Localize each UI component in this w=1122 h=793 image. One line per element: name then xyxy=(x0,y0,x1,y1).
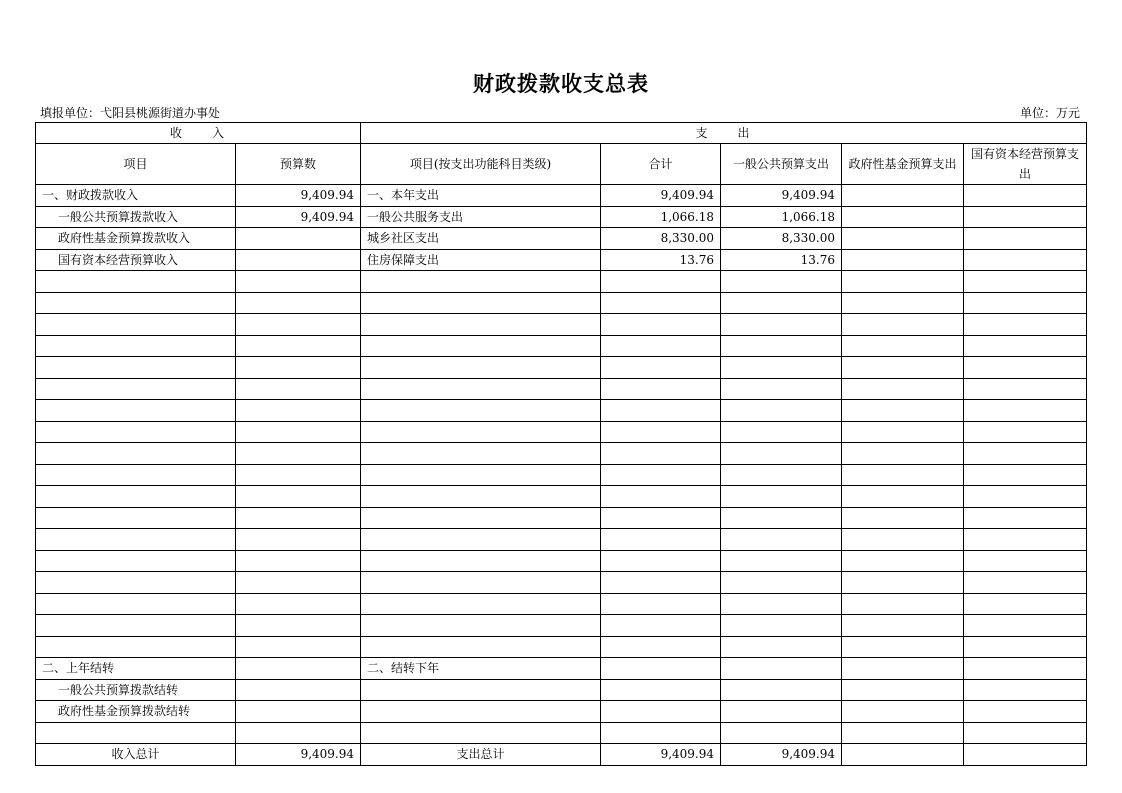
expense-item xyxy=(361,421,601,443)
fund-value xyxy=(842,722,964,744)
blank-row xyxy=(36,572,1087,594)
budget-value xyxy=(236,550,361,572)
general-value xyxy=(721,572,842,594)
expense-item xyxy=(361,464,601,486)
income-item xyxy=(36,507,236,529)
income-item xyxy=(36,292,236,314)
fund-value xyxy=(842,636,964,658)
state-capital-value xyxy=(964,701,1087,723)
state-capital-value xyxy=(964,636,1087,658)
header-fund: 政府性基金预算支出 xyxy=(842,144,964,185)
income-item xyxy=(36,271,236,293)
expense-item: 一般公共服务支出 xyxy=(361,206,601,228)
total-value xyxy=(601,636,721,658)
blank-row xyxy=(36,335,1087,357)
income-item xyxy=(36,421,236,443)
expense-total-value: 9,409.94 xyxy=(601,744,721,766)
blank-row xyxy=(36,378,1087,400)
fund-value xyxy=(842,701,964,723)
budget-value xyxy=(236,314,361,336)
state-capital-value xyxy=(964,443,1087,465)
budget-value xyxy=(236,400,361,422)
total-value xyxy=(601,486,721,508)
total-value xyxy=(601,529,721,551)
expense-item xyxy=(361,292,601,314)
general-value: 13.76 xyxy=(721,249,842,271)
blank-row xyxy=(36,615,1087,637)
page-title: 财政拨款收支总表 xyxy=(473,72,649,96)
expense-fund-total xyxy=(842,744,964,766)
general-value xyxy=(721,464,842,486)
expense-item xyxy=(361,400,601,422)
blank-row xyxy=(36,507,1087,529)
budget-value xyxy=(236,292,361,314)
total-value xyxy=(601,271,721,293)
column-header-row xyxy=(36,144,1087,185)
expense-item xyxy=(361,679,601,701)
budget-value xyxy=(236,271,361,293)
income-item: 一般公共预算拨款收入 xyxy=(36,206,236,228)
state-capital-value xyxy=(964,529,1087,551)
state-capital-value xyxy=(964,249,1087,271)
income-item xyxy=(36,357,236,379)
total-value xyxy=(601,658,721,680)
budget-value xyxy=(236,722,361,744)
budget-value xyxy=(236,486,361,508)
state-capital-value xyxy=(964,335,1087,357)
header-state-capital: 国有资本经营预算支出 xyxy=(964,144,1087,185)
general-value xyxy=(721,593,842,615)
budget-table xyxy=(35,122,1087,766)
general-value: 1,066.18 xyxy=(721,206,842,228)
table-row xyxy=(36,722,1087,744)
income-item xyxy=(36,572,236,594)
total-value xyxy=(601,314,721,336)
state-capital-value xyxy=(964,185,1087,207)
state-capital-value xyxy=(964,378,1087,400)
general-value xyxy=(721,271,842,293)
income-item xyxy=(36,529,236,551)
fund-value xyxy=(842,335,964,357)
table-row xyxy=(36,249,1087,271)
budget-value xyxy=(236,679,361,701)
income-item xyxy=(36,486,236,508)
state-capital-value xyxy=(964,507,1087,529)
total-value xyxy=(601,507,721,529)
expense-item xyxy=(361,335,601,357)
expense-state-capital-total xyxy=(964,744,1087,766)
fund-value xyxy=(842,421,964,443)
general-value xyxy=(721,314,842,336)
general-value xyxy=(721,679,842,701)
fund-value xyxy=(842,443,964,465)
expense-item xyxy=(361,550,601,572)
income-total-label: 收入总计 xyxy=(36,744,236,766)
table-row xyxy=(36,679,1087,701)
general-value xyxy=(721,529,842,551)
budget-value xyxy=(236,636,361,658)
general-value xyxy=(721,615,842,637)
unit-label: 单位：万元 xyxy=(1019,106,1080,120)
expense-item xyxy=(361,357,601,379)
fund-value xyxy=(842,357,964,379)
fund-value xyxy=(842,615,964,637)
income-item xyxy=(36,464,236,486)
general-value xyxy=(721,378,842,400)
fund-value xyxy=(842,464,964,486)
total-value xyxy=(601,357,721,379)
blank-row xyxy=(36,486,1087,508)
fill-unit: 填报单位：弋阳县桃源街道办事处 xyxy=(40,106,221,120)
expense-item xyxy=(361,615,601,637)
fund-value xyxy=(842,572,964,594)
table-row xyxy=(36,658,1087,680)
state-capital-value xyxy=(964,292,1087,314)
general-value xyxy=(721,636,842,658)
income-item xyxy=(36,314,236,336)
blank-row xyxy=(36,464,1087,486)
blank-row xyxy=(36,292,1087,314)
header-expense-item: 项目(按支出功能科目类级) xyxy=(361,144,601,185)
header-budget: 预算数 xyxy=(236,144,361,185)
total-value xyxy=(601,593,721,615)
total-value xyxy=(601,722,721,744)
expense-item xyxy=(361,529,601,551)
state-capital-value xyxy=(964,421,1087,443)
budget-value xyxy=(236,443,361,465)
income-item xyxy=(36,378,236,400)
state-capital-value xyxy=(964,658,1087,680)
fund-value xyxy=(842,529,964,551)
general-value xyxy=(721,421,842,443)
blank-row xyxy=(36,636,1087,658)
income-item xyxy=(36,443,236,465)
expense-item xyxy=(361,507,601,529)
expense-item: 住房保障支出 xyxy=(361,249,601,271)
total-value xyxy=(601,572,721,594)
general-value xyxy=(721,658,842,680)
fund-value xyxy=(842,228,964,250)
general-value: 8,330.00 xyxy=(721,228,842,250)
budget-value xyxy=(236,593,361,615)
state-capital-value xyxy=(964,615,1087,637)
expense-item xyxy=(361,314,601,336)
fund-value xyxy=(842,593,964,615)
total-value: 1,066.18 xyxy=(601,206,721,228)
budget-value xyxy=(236,615,361,637)
table-row xyxy=(36,701,1087,723)
fund-value xyxy=(842,378,964,400)
blank-rows xyxy=(36,271,1087,658)
total-value xyxy=(601,550,721,572)
income-item: 二、上年结转 xyxy=(36,658,236,680)
table-row xyxy=(36,228,1087,250)
fund-value xyxy=(842,679,964,701)
blank-row xyxy=(36,314,1087,336)
fund-value xyxy=(842,400,964,422)
income-item: 一般公共预算拨款结转 xyxy=(36,679,236,701)
general-value xyxy=(721,443,842,465)
state-capital-value xyxy=(964,550,1087,572)
state-capital-value xyxy=(964,679,1087,701)
income-item xyxy=(36,636,236,658)
total-value xyxy=(601,679,721,701)
state-capital-value xyxy=(964,572,1087,594)
fund-value xyxy=(842,249,964,271)
income-item xyxy=(36,400,236,422)
budget-value xyxy=(236,658,361,680)
budget-value xyxy=(236,421,361,443)
budget-value xyxy=(236,357,361,379)
total-value xyxy=(601,378,721,400)
blank-row xyxy=(36,529,1087,551)
expense-item xyxy=(361,593,601,615)
expense-item: 二、结转下年 xyxy=(361,658,601,680)
general-value xyxy=(721,701,842,723)
fund-value xyxy=(842,658,964,680)
blank-row xyxy=(36,550,1087,572)
total-value: 13.76 xyxy=(601,249,721,271)
budget-value xyxy=(236,701,361,723)
state-capital-value xyxy=(964,464,1087,486)
header-general: 一般公共预算支出 xyxy=(721,144,842,185)
budget-value xyxy=(236,335,361,357)
state-capital-value xyxy=(964,271,1087,293)
blank-row xyxy=(36,271,1087,293)
table-row xyxy=(36,206,1087,228)
section-header-row xyxy=(36,123,1087,144)
total-value: 9,409.94 xyxy=(601,185,721,207)
fund-value xyxy=(842,507,964,529)
expense-total-label: 支出总计 xyxy=(361,744,601,766)
table-row xyxy=(36,185,1087,207)
fund-value xyxy=(842,185,964,207)
budget-value xyxy=(236,464,361,486)
total-value: 8,330.00 xyxy=(601,228,721,250)
income-item: 政府性基金预算拨款收入 xyxy=(36,228,236,250)
fund-value xyxy=(842,206,964,228)
state-capital-value xyxy=(964,486,1087,508)
state-capital-value xyxy=(964,357,1087,379)
general-value xyxy=(721,550,842,572)
state-capital-value xyxy=(964,400,1087,422)
total-value xyxy=(601,701,721,723)
state-capital-value xyxy=(964,206,1087,228)
blank-row xyxy=(36,400,1087,422)
expense-item xyxy=(361,271,601,293)
general-value: 9,409.94 xyxy=(721,185,842,207)
budget-value xyxy=(236,529,361,551)
expense-item xyxy=(361,486,601,508)
fund-value xyxy=(842,292,964,314)
blank-row xyxy=(36,443,1087,465)
total-value xyxy=(601,421,721,443)
budget-value: 9,409.94 xyxy=(236,185,361,207)
income-item: 一、财政拨款收入 xyxy=(36,185,236,207)
expense-item: 城乡社区支出 xyxy=(361,228,601,250)
general-value xyxy=(721,486,842,508)
budget-value: 9,409.94 xyxy=(236,206,361,228)
totals-row xyxy=(36,744,1087,766)
total-value xyxy=(601,292,721,314)
budget-value xyxy=(236,249,361,271)
header-income-item: 项目 xyxy=(36,144,236,185)
expense-item xyxy=(361,701,601,723)
state-capital-value xyxy=(964,228,1087,250)
income-item xyxy=(36,722,236,744)
expense-general-total: 9,409.94 xyxy=(721,744,842,766)
expense-item xyxy=(361,636,601,658)
total-value xyxy=(601,335,721,357)
budget-value xyxy=(236,507,361,529)
blank-row xyxy=(36,421,1087,443)
expense-item xyxy=(361,572,601,594)
general-value xyxy=(721,292,842,314)
general-value xyxy=(721,400,842,422)
fund-value xyxy=(842,271,964,293)
blank-row xyxy=(36,593,1087,615)
income-item: 国有资本经营预算收入 xyxy=(36,249,236,271)
general-value xyxy=(721,722,842,744)
fund-value xyxy=(842,486,964,508)
general-value xyxy=(721,357,842,379)
state-capital-value xyxy=(964,593,1087,615)
income-item xyxy=(36,615,236,637)
expense-item xyxy=(361,722,601,744)
total-value xyxy=(601,615,721,637)
general-value xyxy=(721,507,842,529)
total-value xyxy=(601,443,721,465)
expense-item xyxy=(361,378,601,400)
income-item xyxy=(36,335,236,357)
expense-item xyxy=(361,443,601,465)
income-total-value: 9,409.94 xyxy=(236,744,361,766)
total-value xyxy=(601,400,721,422)
budget-value xyxy=(236,378,361,400)
expense-item: 一、本年支出 xyxy=(361,185,601,207)
state-capital-value xyxy=(964,722,1087,744)
blank-row xyxy=(36,357,1087,379)
section-expense: 支 出 xyxy=(361,123,1087,144)
section-income: 收 入 xyxy=(36,123,361,144)
fund-value xyxy=(842,314,964,336)
budget-value xyxy=(236,228,361,250)
income-item xyxy=(36,593,236,615)
income-item: 政府性基金预算拨款结转 xyxy=(36,701,236,723)
income-item xyxy=(36,550,236,572)
budget-value xyxy=(236,572,361,594)
total-value xyxy=(601,464,721,486)
state-capital-value xyxy=(964,314,1087,336)
fund-value xyxy=(842,550,964,572)
general-value xyxy=(721,335,842,357)
header-total: 合计 xyxy=(601,144,721,185)
